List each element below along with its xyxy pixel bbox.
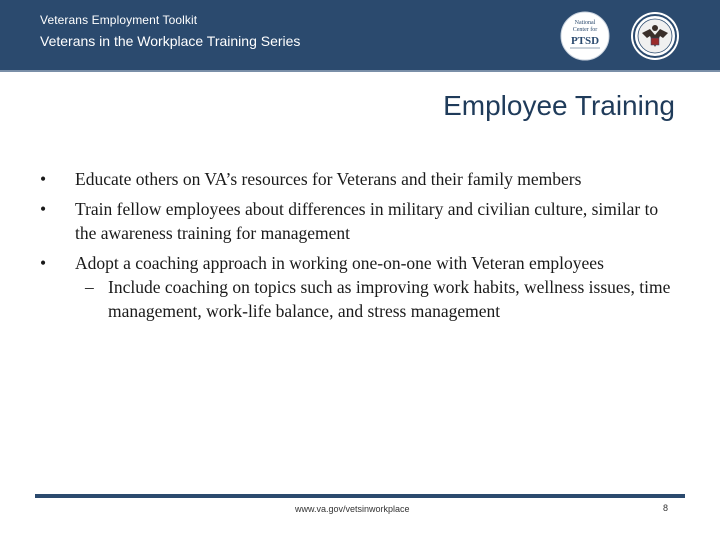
header-bar — [0, 0, 720, 70]
series-title: Veterans in the Workplace Training Series — [40, 33, 301, 49]
bullet-text: Adopt a coaching approach in working one-on-one with Veteran employees — [75, 253, 604, 273]
svg-text:Center for: Center for — [572, 27, 598, 33]
header-divider — [0, 70, 720, 72]
bullet-marker: • — [40, 199, 47, 219]
bullet-item — [40, 197, 680, 245]
bullet-marker: • — [40, 253, 47, 273]
footer-divider — [35, 494, 685, 498]
va-seal-icon — [630, 11, 680, 61]
sub-bullet-item — [40, 275, 680, 323]
svg-text:National: National — [574, 20, 596, 26]
bullet-text: Train fellow employees about differences in military and civilian culture, similar to the awareness training for management — [75, 199, 659, 243]
sub-bullet-text: Include coaching on topics such as improving work habits, wellness issues, time management, work-life balance, and stress management — [108, 277, 671, 321]
footer-url: www.va.gov/vetsinworkplace — [295, 504, 410, 514]
bullet-marker: • — [40, 169, 47, 189]
slide-title: Employee Training — [443, 90, 675, 121]
toolkit-label: Veterans Employment Toolkit — [40, 13, 198, 27]
bullet-text: Educate others on VA’s resources for Veterans and their family members — [75, 169, 582, 189]
ptsd-logo — [560, 11, 610, 61]
bullet-list — [40, 167, 680, 323]
bullet-item — [40, 251, 680, 275]
bullet-item — [40, 167, 680, 191]
svg-text:PTSD: PTSD — [570, 35, 600, 47]
sub-bullet-marker: – — [85, 277, 94, 297]
page-number: 8 — [663, 503, 669, 513]
